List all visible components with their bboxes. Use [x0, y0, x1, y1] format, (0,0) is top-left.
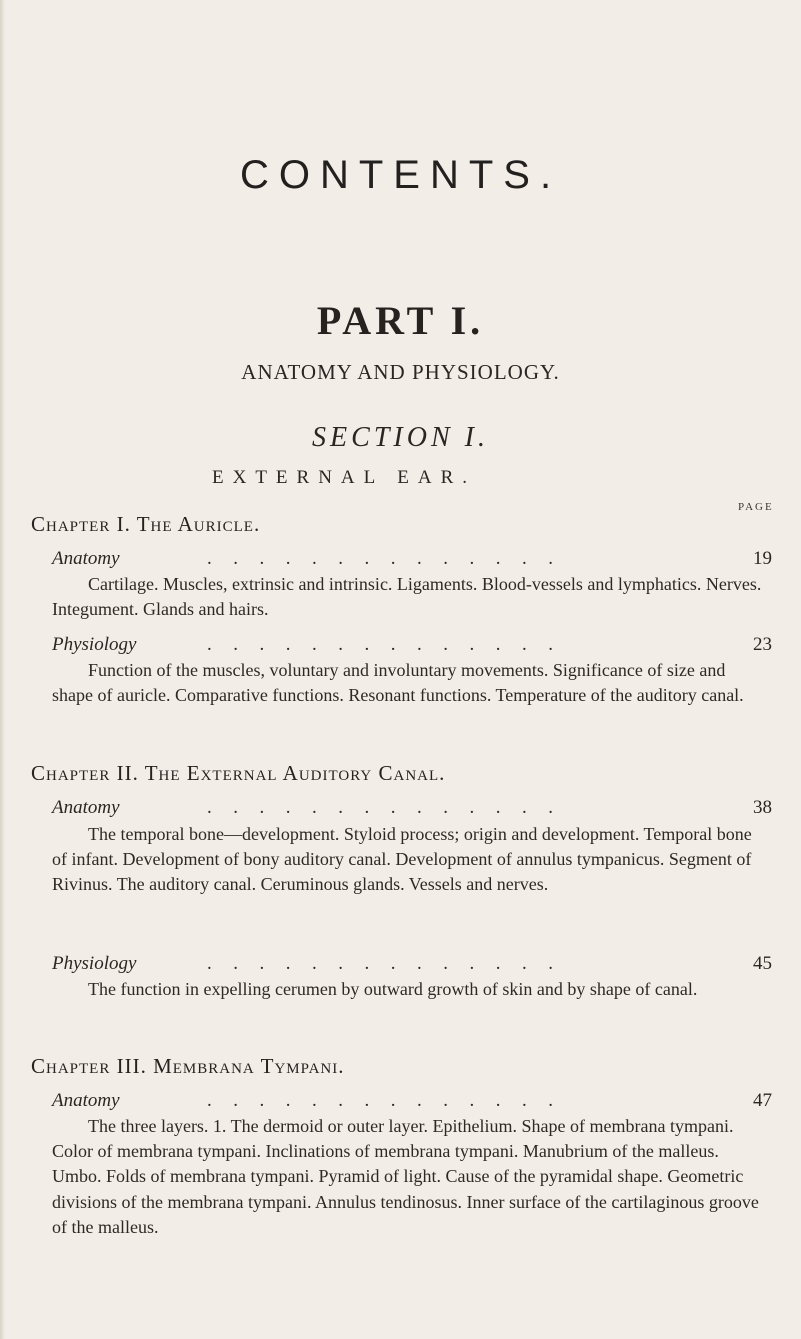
page-column-label: PAGE	[738, 501, 774, 513]
entry-label: Physiology	[52, 634, 137, 655]
entry-description: The three layers. 1. The dermoid or outer layer. Epithelium. Shape of membrana tympani. Color of membrana tympani. Inclinations of membrana tympani. Manubrium of the malleus. Umbo. Folds of membrana tympani. Pyramid of light. Cause of the pyramidal shape. Geometric divisions of the membrana tympani. Annulus tendinosus. Inner surface of the cartilaginous groove of the malleus.	[52, 1116, 759, 1237]
entry-description: The temporal bone—development. Styloid process; origin and development. Temporal bone of infant. Development of bony auditory canal. Development of annulus tympanicus. Segment of Rivinus. The auditory canal. Ceruminous glands. Vessels and nerves.	[52, 824, 752, 895]
section-title: SECTION I.	[312, 422, 489, 453]
page-edge	[0, 0, 5, 1339]
page-number: 19	[753, 548, 772, 569]
entry-description: The function in expelling cerumen by outward growth of skin and by shape of canal.	[88, 979, 698, 999]
page-number: 47	[753, 1090, 772, 1111]
contents-title: CONTENTS.	[239, 153, 562, 197]
part-title: PART I.	[316, 298, 485, 343]
entry-label: Anatomy	[52, 548, 120, 569]
page-number: 38	[753, 797, 772, 818]
toc-entry[interactable]	[52, 953, 772, 975]
leader-dots: ..............	[207, 548, 575, 569]
entry-label: Physiology	[52, 953, 137, 974]
toc-entry[interactable]	[52, 634, 772, 656]
page-number: 45	[753, 953, 772, 974]
chapter-heading: Chapter III. Membrana Tympani.	[31, 1054, 345, 1078]
entry-label: Anatomy	[52, 797, 120, 818]
toc-entry[interactable]	[52, 797, 772, 819]
part-subtitle: ANATOMY AND PHYSIOLOGY.	[241, 360, 560, 384]
leader-dots: ..............	[207, 634, 575, 655]
chapter-heading: Chapter I. The Auricle.	[31, 512, 261, 536]
page-number: 23	[753, 634, 772, 655]
leader-dots: ..............	[207, 797, 575, 818]
toc-entry[interactable]	[52, 1090, 772, 1112]
section-subtitle: EXTERNAL EAR.	[212, 467, 477, 488]
toc-entry[interactable]	[52, 548, 772, 570]
leader-dots: ..............	[207, 1090, 575, 1111]
entry-description: Function of the muscles, voluntary and involuntary movements. Significance of size and shape of auricle. Comparative functions. Resonant functions. Temperature of the auditory canal.	[52, 660, 744, 706]
entry-description: Cartilage. Muscles, extrinsic and intrinsic. Ligaments. Blood-vessels and lymphatics. Nerves. Integument. Glands and hairs.	[52, 574, 762, 620]
chapter-heading: Chapter II. The External Auditory Canal.	[31, 761, 446, 785]
leader-dots: ..............	[207, 953, 575, 974]
entry-label: Anatomy	[52, 1090, 120, 1111]
